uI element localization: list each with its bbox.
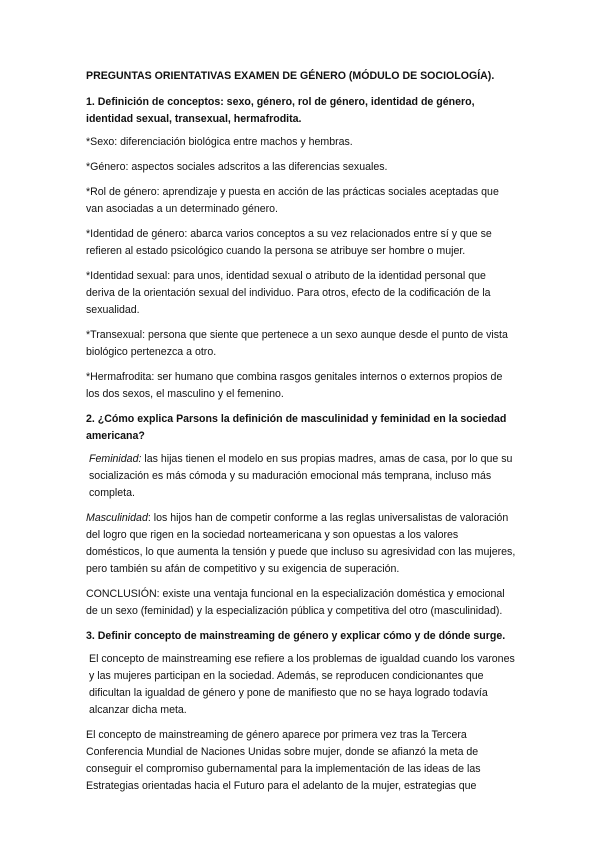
mainstreaming-paragraph-2: El concepto de mainstreaming de género aparece por primera vez tras la Tercera Conferencia Mundial de Naciones Unidas sobre mujer, donde se afianzó la meta de conseguir el compromiso gubernamental para la implementación de las ideas de las Estrategias orientadas hacia el Futuro para el adelanto de la mujer, estrategias que [86,729,481,792]
definition-genero: *Género: aspectos sociales adscritos a las diferencias sexuales. [86,161,388,173]
conclusion-paragraph: CONCLUSIÓN: existe una ventaja funcional en la especialización doméstica y emocional de un sexo (feminidad) y la especialización pública y competitiva del otro (masculinidad). [86,588,505,617]
question-1-heading: 1. Definición de conceptos: sexo, género, rol de género, identidad de género, identidad sexual, transexual, hermafrodita. [86,96,475,125]
question-2-heading: 2. ¿Cómo explica Parsons la definición de masculinidad y feminidad en la sociedad americana? [86,413,507,442]
masculinidad-paragraph [86,510,516,578]
definition-hermafrodita: *Hermafrodita: ser humano que combina rasgos genitales internos o externos propios de los dos sexos, el masculino y el femenino. [86,371,503,400]
masculinidad-label: Masculinidad [86,512,148,524]
feminidad-paragraph [86,451,516,502]
definition-sexo: *Sexo: diferenciación biológica entre machos y hembras. [86,136,353,148]
masculinidad-text: : los hijos han de competir conforme a las reglas universalistas de valoración del logro que rigen en la sociedad norteamericana y son opuestas a los valores domésticos, lo que aumenta la tensión y puede que incluso su agresividad con las mujeres, pero también su afán de competitivo y su exigencia de superación. [86,512,516,575]
mainstreaming-paragraph-1: El concepto de mainstreaming ese refiere a los problemas de igualdad cuando los varones y las mujeres participan en la sociedad. Además, se reproducen condicionantes que dificultan la igualdad de género y pone de manifiesto que no se haya logrado todavía alcanzar dicha meta. [89,653,515,716]
question-3-heading: 3. Definir concepto de mainstreaming de género y explicar cómo y de dónde surge. [86,630,506,642]
definition-rol-de-genero: *Rol de género: aprendizaje y puesta en acción de las prácticas sociales aceptadas que van asociadas a un determinado género. [86,186,499,215]
document-title: PREGUNTAS ORIENTATIVAS EXAMEN DE GÉNERO (MÓDULO DE SOCIOLOGÍA). [86,70,495,82]
feminidad-label: Feminidad: [89,453,142,465]
feminidad-text: las hijas tienen el modelo en sus propias madres, amas de casa, por lo que su socialización es más cómoda y su maduración emocional más temprana, incluso más completa. [89,453,513,499]
definition-identidad-de-genero: *Identidad de género: abarca varios conceptos a su vez relacionados entre sí y que se refieren al estado psicológico cuando la persona se atribuye ser hombre o mujer. [86,228,492,257]
definition-transexual: *Transexual: persona que siente que pertenece a un sexo aunque desde el punto de vista biológico pertenezca a otro. [86,329,508,358]
definition-identidad-sexual: *Identidad sexual: para unos, identidad sexual o atributo de la identidad personal que deriva de la orientación sexual del individuo. Para otros, efecto de la codificación de la sexualidad. [86,270,491,316]
